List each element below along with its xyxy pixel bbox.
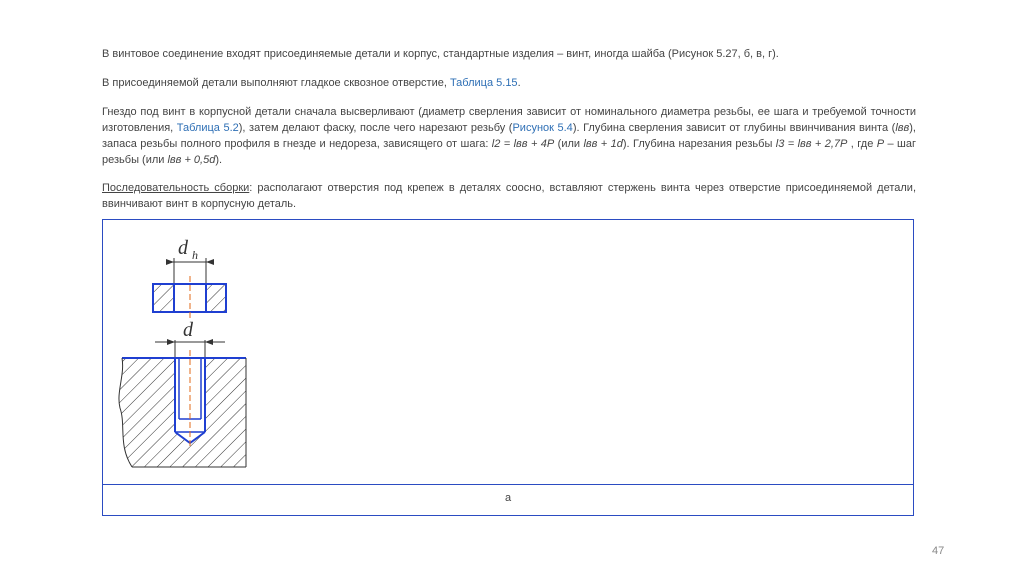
dimension-dh-subscript: h — [192, 248, 198, 262]
formula-l2-alt: lвв + 1d — [583, 138, 623, 150]
formula-l3-alt: lвв + 0,5d — [167, 154, 216, 166]
p3-text-g: , где — [847, 138, 877, 150]
formula-l2: l2 = lвв + 4P — [491, 138, 555, 150]
assembly-sequence-text: : располагают отверстия под крепеж в деталях соосно, вставляют стержень винта через отверстие присоединяемой детали, ввинчивают винт в корпусную деталь. — [102, 182, 916, 210]
formula-lvv: lвв — [895, 122, 910, 134]
paragraph-1-text: В винтовое соединение входят присоединяемые детали и корпус, стандартные изделия – винт, иногда шайба (Рисунок 5.27, б, в, г). — [102, 48, 779, 60]
p3-text-f: ). Глубина нарезания резьбы — [622, 138, 776, 150]
dimension-dh-label: d — [178, 237, 188, 259]
figure-caption: а — [504, 492, 512, 504]
p3-text-d: ), запаса резьбы полного профиля в гнезде и недореза, зависящего от шага: — [102, 122, 916, 150]
p3-text-i: ). — [215, 154, 223, 166]
dimension-d-label: d — [183, 319, 193, 341]
assembly-sequence-label: Последовательность сборки — [102, 182, 250, 194]
page-number: 47 — [932, 545, 945, 557]
p3-text-h: – шаг резьбы (или — [102, 138, 916, 166]
paragraph-2-end: . — [517, 77, 521, 89]
paragraph-2-text: В присоединяемой детали выполняют гладкое сквозное отверстие, — [102, 77, 450, 89]
figure-5-4-link[interactable]: Рисунок 5.4 — [512, 122, 573, 134]
attached-part — [153, 276, 226, 318]
table-5-2-link[interactable]: Таблица 5.2 — [176, 122, 239, 134]
table-5-15-link[interactable]: Таблица 5.15 — [449, 77, 518, 89]
formula-l3: l3 = lвв + 2,7P — [775, 138, 848, 150]
formula-p: P — [876, 138, 885, 150]
p3-text-e: (или — [554, 138, 584, 150]
p3-text-a: Гнездо под винт в корпусной детали сначала высверливают (диаметр сверления зависит от номинального диаметра резьбы, ее шага и требуемой точности изготовления, — [102, 106, 916, 134]
p3-text-b: ), затем делают фаску, после чего нарезают резьбу ( — [238, 122, 513, 134]
p3-text-c: ). Глубина сверления зависит от глубины ввинчивания винта ( — [572, 122, 896, 134]
housing-part — [119, 350, 246, 467]
